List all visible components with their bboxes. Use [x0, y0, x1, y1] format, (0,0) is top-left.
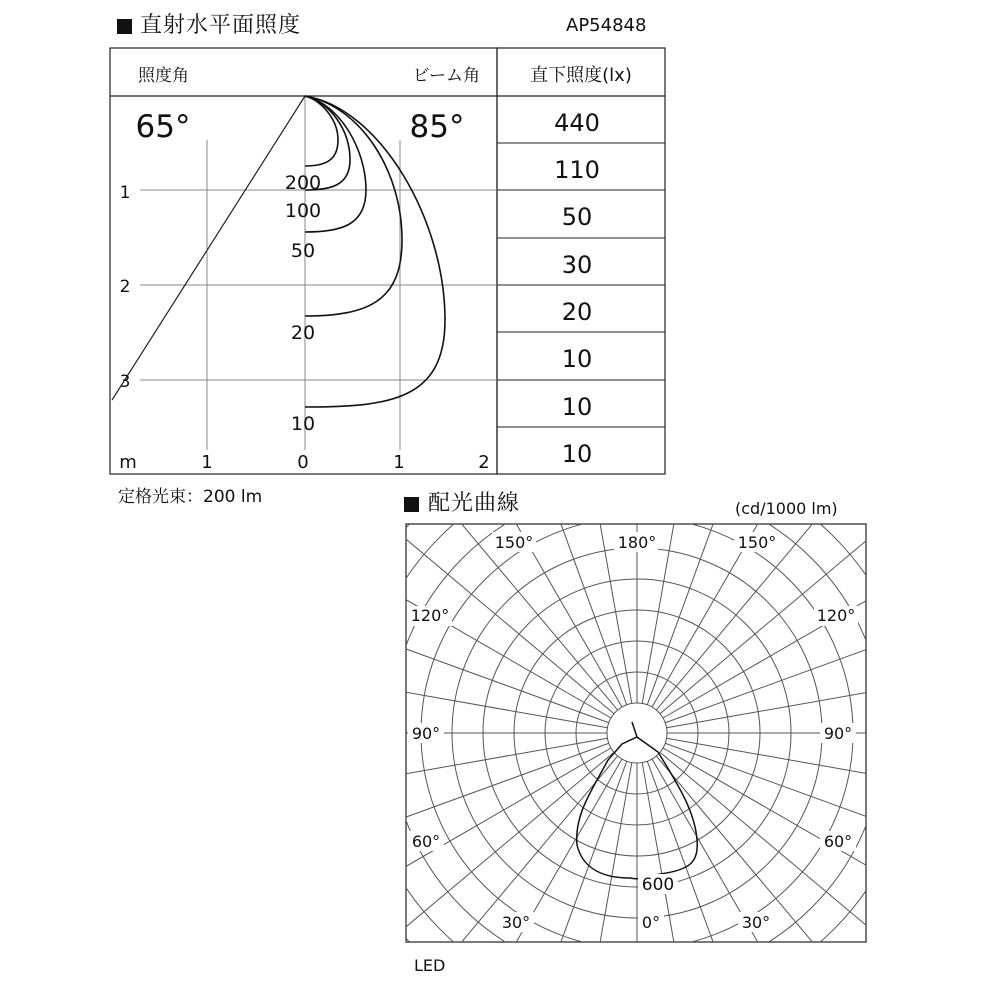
polar-ray [656, 756, 894, 1000]
contour-label-20: 20 [290, 322, 316, 344]
spread-angle-value: 65° [135, 109, 191, 145]
center-lux-value: 50 [561, 203, 593, 231]
polar-ray [667, 738, 1000, 802]
center-lux-value: 30 [561, 251, 593, 279]
angle-label-120-left: 120° [410, 606, 450, 625]
contour-label-10: 10 [290, 413, 316, 435]
angle-label-60-left: 60° [411, 832, 441, 851]
angle-label-180: 180° [617, 533, 657, 552]
distribution-unit: (cd/1000 lm) [735, 499, 838, 518]
polar-ray [380, 427, 618, 710]
polar-ray [331, 476, 614, 714]
center-lux-value: 10 [561, 393, 593, 421]
distribution-title: 配光曲線 [428, 491, 521, 516]
angle-label-0: 0° [641, 913, 661, 932]
polar-ray [667, 664, 1000, 728]
illuminance-title: 直射水平面照度 [140, 13, 302, 38]
angle-label-90-right: 90° [823, 724, 853, 743]
center-lux-value: 110 [554, 156, 600, 184]
center-lux-header: 直下照度(lx) [530, 65, 632, 86]
horizontal-tick-right-1: 1 [393, 452, 405, 473]
intensity-label-600: 600 [641, 875, 675, 895]
model-number: AP54848 [566, 15, 647, 36]
angle-label-150-right: 150° [737, 533, 777, 552]
polar-ray [331, 752, 614, 990]
polar-rays [237, 333, 1000, 1000]
center-lux-value: 10 [561, 345, 593, 373]
spread-angle-label: 照度角 [138, 66, 189, 86]
horizontal-unit: m [119, 452, 137, 473]
polar-ray [660, 476, 943, 714]
angle-label-30-right: 30° [741, 913, 771, 932]
angle-label-30-left: 30° [501, 913, 531, 932]
polar-ray [500, 357, 627, 705]
rated-flux: 定格光束：200 lm [118, 487, 263, 507]
beam-angle-label: ビーム角 [412, 66, 480, 86]
horizontal-tick-right-2: 2 [478, 452, 490, 473]
beam-angle-value: 85° [409, 109, 465, 145]
horizontal-tick-0: 0 [297, 452, 309, 473]
contour-label-50: 50 [290, 240, 316, 262]
angle-label-120-right: 120° [816, 606, 856, 625]
angle-label-150-left: 150° [494, 533, 534, 552]
angle-label-90-left: 90° [411, 724, 441, 743]
center-lux-value: 10 [561, 440, 593, 468]
polar-ring [607, 703, 667, 763]
polar-ray [500, 761, 627, 1000]
depth-tick-3: 3 [119, 372, 131, 392]
center-lux-value: 440 [554, 109, 600, 137]
polar-ray [647, 357, 774, 705]
polar-ray [656, 427, 894, 710]
contour-label-100: 100 [284, 200, 322, 222]
depth-tick-2: 2 [119, 277, 131, 297]
angle-label-60-right: 60° [823, 832, 853, 851]
light-source-label: LED [414, 956, 446, 975]
depth-tick-1: 1 [119, 183, 131, 203]
contour-label-200: 200 [284, 172, 322, 194]
polar-ray [291, 748, 611, 933]
center-lux-value: 20 [561, 298, 593, 326]
horizontal-tick-left-1: 1 [201, 452, 213, 473]
polar-ray [660, 752, 943, 990]
